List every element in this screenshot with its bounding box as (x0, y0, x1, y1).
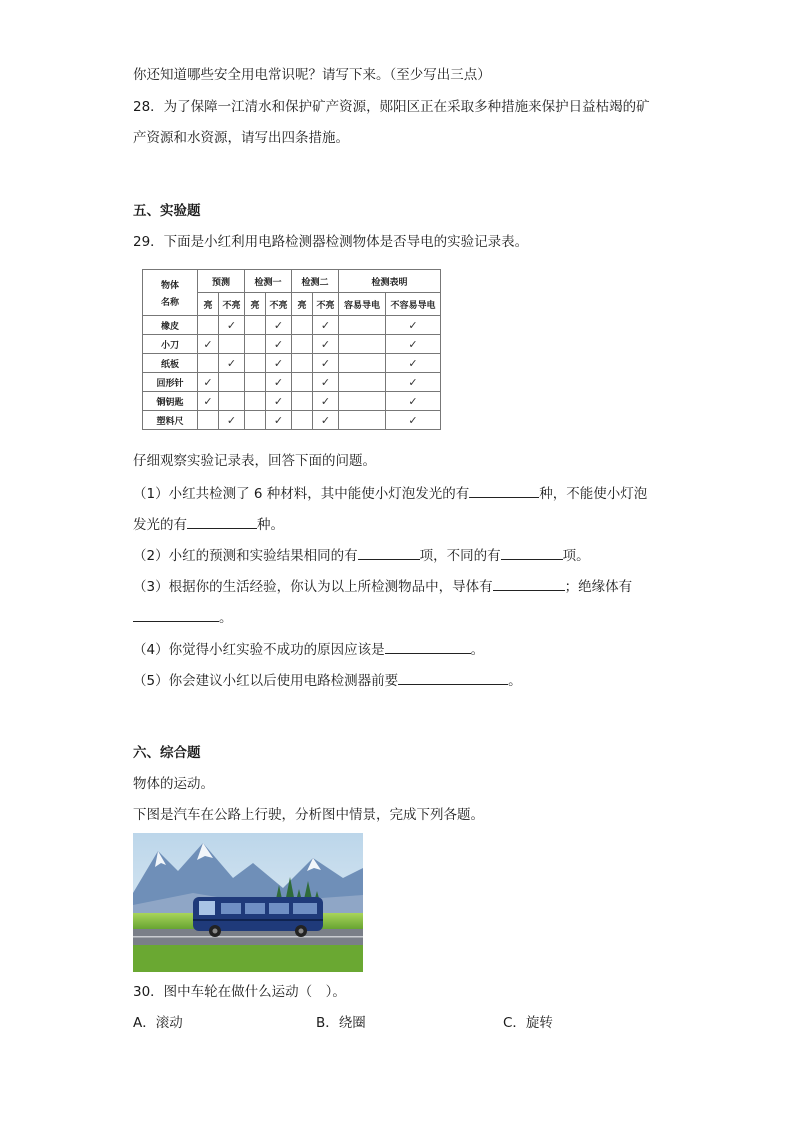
table-cell-mark (266, 354, 292, 373)
table-cell-mark (386, 316, 441, 335)
table-cell-mark (198, 392, 219, 411)
subquestion-4: （4）你觉得小红实验不成功的原因应该是 。 (133, 639, 484, 660)
check-mark-icon: ✓ (408, 394, 418, 408)
table-cell-object-name: 小刀 (143, 335, 198, 354)
table-cell-mark (198, 411, 219, 430)
table-cell-mark (219, 316, 245, 335)
foreground-grass (133, 945, 363, 972)
table-instruction: 仔细观察实验记录表，回答下面的问题。 (133, 453, 376, 469)
check-mark-icon: ✓ (273, 394, 284, 408)
table-row (143, 316, 441, 335)
table-cell-object-name: 回形针 (143, 373, 198, 392)
table-header-result: 检测表明 (339, 270, 441, 293)
bus (193, 897, 323, 937)
sub-header-on: 亮 (292, 293, 313, 316)
table-row (143, 411, 441, 430)
table-cell-mark (245, 392, 266, 411)
subquestion-2: （2）小红的预测和实验结果相同的有 项，不同的有 项。 (133, 545, 590, 566)
table-cell-mark (266, 335, 292, 354)
sub-header-off: 不亮 (266, 293, 292, 316)
question-30-stem: 30．图中车轮在做什么运动（ ）。 (133, 984, 346, 1000)
table-cell-mark (313, 316, 339, 335)
sub-header-off: 不亮 (219, 293, 245, 316)
subquestion-1-line2: 发光的有 种。 (133, 514, 284, 535)
check-mark-icon: ✓ (408, 375, 418, 389)
check-mark-icon: ✓ (226, 413, 237, 427)
table-header-test1: 检测一 (245, 270, 292, 293)
table-cell-mark (245, 354, 266, 373)
check-mark-icon: ✓ (320, 337, 331, 351)
table-cell-mark (313, 392, 339, 411)
sub-header-off: 不亮 (313, 293, 339, 316)
table-cell-mark (266, 411, 292, 430)
check-mark-icon: ✓ (273, 413, 284, 427)
road-line (133, 936, 363, 938)
table-row (143, 392, 441, 411)
check-mark-icon: ✓ (320, 356, 331, 370)
table-cell-mark (386, 392, 441, 411)
check-mark-icon: ✓ (226, 318, 237, 332)
table-cell-mark (313, 373, 339, 392)
table-cell-mark (292, 411, 313, 430)
table-cell-mark (339, 354, 386, 373)
table-cell-mark (292, 335, 313, 354)
table-cell-mark (386, 373, 441, 392)
check-mark-icon: ✓ (203, 337, 213, 351)
check-mark-icon: ✓ (320, 375, 331, 389)
check-mark-icon: ✓ (226, 356, 237, 370)
check-mark-icon: ✓ (273, 375, 284, 389)
table-cell-mark (198, 316, 219, 335)
table-cell-object-name: 橡皮 (143, 316, 198, 335)
option-a[interactable]: A．滚动 (133, 1015, 183, 1031)
table-cell-object-name: 铜钥匙 (143, 392, 198, 411)
table-cell-mark (266, 392, 292, 411)
answer-blank[interactable] (501, 545, 563, 560)
subquestion-1-line1: （1）小红共检测了 6 种材料，其中能使小灯泡发光的有 种，不能使小灯泡 (133, 483, 647, 504)
bus-on-road-illustration (133, 833, 363, 972)
table-cell-mark (245, 373, 266, 392)
scene-description: 下图是汽车在公路上行驶，分析图中情景，完成下列各题。 (133, 807, 484, 823)
table-cell-object-name: 塑料尺 (143, 411, 198, 430)
table-cell-mark (219, 373, 245, 392)
table-cell-mark (339, 373, 386, 392)
table-cell-mark (219, 392, 245, 411)
sub-header-easy: 容易导电 (339, 293, 386, 316)
answer-blank[interactable] (358, 545, 420, 560)
table-cell-mark (386, 411, 441, 430)
question-28-line1: 28．为了保障一江清水和保护矿产资源，郧阳区正在采取多种措施来保护日益枯竭的矿 (133, 99, 650, 115)
table-cell-mark (292, 373, 313, 392)
table-cell-mark (339, 392, 386, 411)
subquestion-5: （5）你会建议小红以后使用电路检测器前要 。 (133, 670, 522, 691)
check-mark-icon: ✓ (320, 413, 331, 427)
table-cell-mark (219, 335, 245, 354)
table-cell-mark (245, 316, 266, 335)
table-cell-object-name: 纸板 (143, 354, 198, 373)
option-b[interactable]: B．绕圈 (316, 1015, 366, 1031)
table-cell-mark (219, 354, 245, 373)
table-cell-mark (313, 354, 339, 373)
table-cell-mark (292, 392, 313, 411)
table-cell-mark (339, 316, 386, 335)
check-mark-icon: ✓ (273, 318, 284, 332)
check-mark-icon: ✓ (408, 413, 418, 427)
question-28-line2: 产资源和水资源，请写出四条措施。 (133, 130, 349, 146)
check-mark-icon: ✓ (408, 318, 418, 332)
check-mark-icon: ✓ (320, 394, 331, 408)
table-cell-mark (198, 335, 219, 354)
answer-blank[interactable] (133, 607, 219, 622)
table-cell-mark (266, 316, 292, 335)
table-cell-mark (339, 335, 386, 354)
check-mark-icon: ✓ (203, 394, 213, 408)
table-cell-mark (386, 354, 441, 373)
table-row (143, 354, 441, 373)
table-cell-mark (386, 335, 441, 354)
table-header-object: 物体 名称 (143, 270, 198, 316)
answer-blank[interactable] (398, 670, 508, 685)
bus-scene-graphic (133, 833, 363, 972)
table-row (143, 335, 441, 354)
table-cell-mark (266, 373, 292, 392)
sub-header-on: 亮 (245, 293, 266, 316)
subquestion-3-line2: 。 (133, 607, 233, 628)
check-mark-icon: ✓ (408, 356, 418, 370)
answer-blank[interactable] (469, 483, 539, 498)
table-cell-mark (245, 411, 266, 430)
intro-question: 你还知道哪些安全用电常识呢？请写下来。（至少写出三点） (133, 67, 491, 83)
section-5-heading: 五、实验题 (133, 203, 201, 219)
answer-blank[interactable] (385, 639, 471, 654)
table-cell-mark (339, 411, 386, 430)
section-6-heading: 六、综合题 (133, 745, 201, 761)
table-cell-mark (245, 335, 266, 354)
table-cell-mark (292, 354, 313, 373)
table-cell-mark (198, 354, 219, 373)
check-mark-icon: ✓ (203, 375, 213, 389)
answer-blank[interactable] (187, 514, 257, 529)
check-mark-icon: ✓ (273, 356, 284, 370)
table-header-test2: 检测二 (292, 270, 339, 293)
table-cell-mark (219, 411, 245, 430)
table-cell-mark (313, 335, 339, 354)
table-cell-mark (313, 411, 339, 430)
sub-header-on: 亮 (198, 293, 219, 316)
check-mark-icon: ✓ (408, 337, 418, 351)
answer-blank[interactable] (493, 576, 565, 591)
topic-line: 物体的运动。 (133, 776, 214, 792)
question-29-stem: 29．下面是小红利用电路检测器检测物体是否导电的实验记录表。 (133, 234, 529, 250)
table-cell-mark (198, 373, 219, 392)
check-mark-icon: ✓ (273, 337, 284, 351)
table-cell-mark (292, 316, 313, 335)
check-mark-icon: ✓ (320, 318, 331, 332)
option-c[interactable]: C．旋转 (503, 1015, 553, 1031)
experiment-record-table (142, 269, 441, 430)
sub-header-hard: 不容易导电 (386, 293, 441, 316)
table-row (143, 373, 441, 392)
subquestion-3-line1: （3）根据你的生活经验，你认为以上所检测物品中，导体有 ；绝缘体有 (133, 576, 632, 597)
table-header-predict: 预测 (198, 270, 245, 293)
